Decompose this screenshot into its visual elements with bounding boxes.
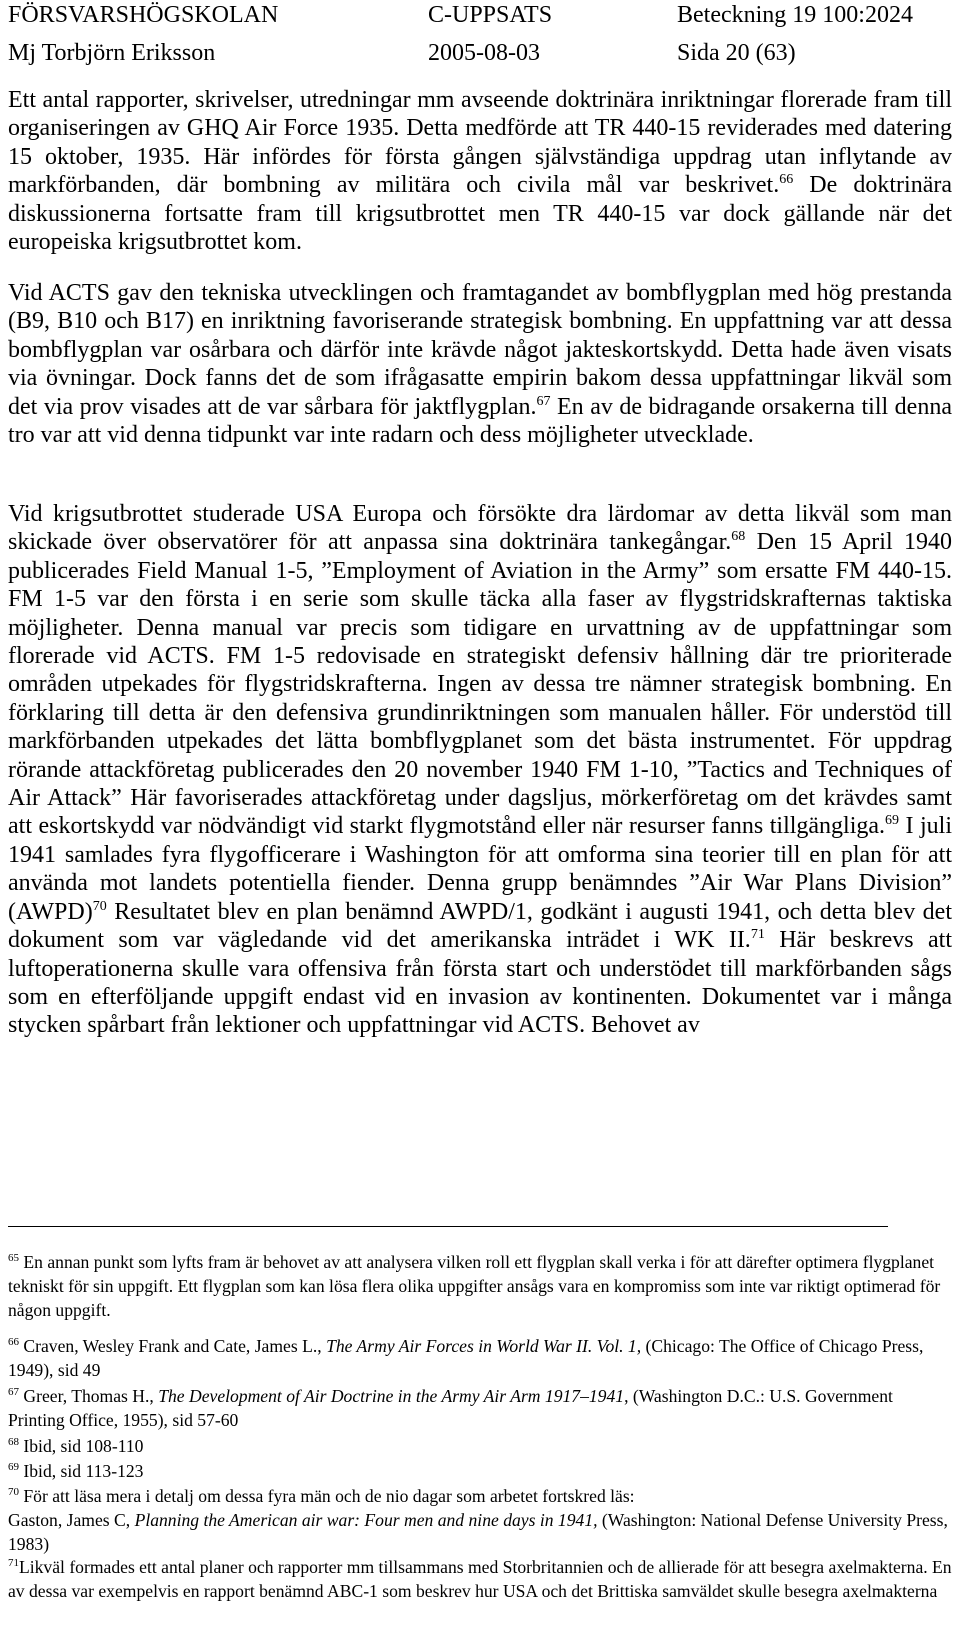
footnote-71: $^{71}$Likväl formades ett antal planer och rapporter mm tillsammans med Storbritannien och de allierade för att besegra axelmakterna. En av dessa var exempelvis en rapport benämnd ABC-1 som beskrev hur USA och det Brittiska samväldet skulle besegra axelmakterna [8, 1557, 952, 1602]
footnote-68: $^{68}$ Ibid, sid 108-110 [8, 1436, 144, 1456]
footnote-69: $^{69}$ Ibid, sid 113-123 [8, 1461, 144, 1481]
body-paragraph-1: Ett antal rapporter, skrivelser, utredningar mm avseende doktrinära inriktningar florerade fram till organiseringen av GHQ Air Force 1935. Detta medförde att TR 440-15 reviderades med datering 15 oktober, 1935. Här infördes för första gången självständiga uppdrag utan inflytande av markförbanden, där bombning av militära och civila mål var beskrivet.$^{66}$ De doktrinära diskussionerna fortsatte fram till krigsutbrottet men TR 440-15 var dock gällande när det europeiska krigsutbrottet kom. [8, 87, 953, 256]
footnote-ref-67[interactable]: 67 [536, 393, 551, 409]
body-paragraph-2: Vid ACTS gav den tekniska utvecklingen och framtagandet av bombflygplan med hög prestanda (B9, B10 och B17) en inriktning favoriserande strategisk bombning. En uppfattning var att dessa bombflygplan var osårbara och därför inte krävde något jakteskortskydd. Detta hade även visats via övningar. Dock fanns det de som ifrågasatte empirin bakom dessa uppfattningar likväl som det via prov visades att de var sårbara för jaktflygplan.$^{67}$ En av de bidragande orsakerna till denna tro var att vid denna tidpunkt var inte radarn och dess möjligheter utvecklade. [8, 280, 952, 449]
footnote-ref-69[interactable]: 69 [885, 813, 900, 829]
footnote-65: $^{65}$ En annan punkt som lyfts fram är behovet av att analysera vilken roll ett flygplan skall verka i för att därefter optimera flygplanet tekniskt för sin uppgift. Ett flygplan som kan lösa flera olika uppgifter ansågs vara en kompromiss som inte var riktigt optimerad för någon uppgift. [8, 1252, 941, 1321]
footnote-70: $^{70}$ För att läsa mera i detalj om dessa fyra män och de nio dagar som arbetet fortskred läs: Gaston, James C, Planning the American air war: Four men and nine days in 1941, (Washington: National Defense University Press, 1983) [8, 1486, 948, 1555]
footnote-ref-68[interactable]: 68 [731, 529, 746, 545]
footnote-66: $^{66}$ Craven, Wesley Frank and Cate, James L., The Army Air Forces in World War II. Vol. 1, (Chicago: The Office of Chicago Press, 1949), sid 49 [8, 1336, 924, 1381]
body-paragraph-3: Vid krigsutbrottet studerade USA Europa och försökte dra lärdomar av detta likväl som man skickade över observatörer för att anpassa sina doktrinära tankegångar.$^{68}$ Den 15 April 1940 publicerades Field Manual 1-5, ”Employment of Aviation in the Army” som ersatte FM 440-15. FM 1-5 var den första i en serie som skulle täcka alla faser av flygstridskrafternas taktiska möjligheter. Denna manual var precis som tidigare en urvattning av de uppfattningar som florerade vid ACTS. FM 1-5 redovisade en strategiskt defensiv hållning där tre prioriterade områden utpekades för flygstridskrafterna. Ingen av dessa tre nämner strategisk bombning. En förklaring till detta är den defensiva grundinriktningen som manualen håller. För understöd till markförbanden utpekades det lätta bombflygplanet som det bästa instrumentet. För uppdrag rörande attackföretag publicerades den 20 november 1940 FM 1-10, ”Tactics and Techniques of Air Attack” Här favoriserades attackföretag under dagsljus, mörkerföretag om det krävdes samt att eskortskydd var nödvändigt vid starkt flygmotstånd eller när resurser fanns tillgängliga.$^{69}$ I juli 1941 samlades fyra flygofficerare i Washington för att omforma sina teorier till en plan för att använda mot landets potentiella fiender. Denna grupp benämndes ”Air War Plans Division” (AWPD)$^{70}$ Resultatet blev en plan benämnd AWPD/1, godkänt i augusti 1941, och detta blev det dokument som var vägledande vid det amerikanska inträdet i WK II.$^{71}$ Här beskrevs att luftoperationerna skulle vara offensiva från första start och understödet till markförbanden sågs som en efterföljande uppgift endast vid en invasion av kontinenten. Dokumentet var i många stycken spårbart från lektioner och uppfattningar vid ACTS. Behovet av [8, 501, 952, 1039]
author-name: Mj Torbjörn Eriksson [8, 40, 216, 66]
document-type: C-UPPSATS [428, 2, 553, 28]
school-name: FÖRSVARSHÖGSKOLAN [8, 2, 279, 28]
document-designation: Beteckning 19 100:2024 [677, 2, 913, 28]
footnote-ref-71[interactable]: 71 [750, 927, 765, 943]
footnote-ref-70[interactable]: 70 [92, 898, 107, 914]
page-number: Sida 20 (63) [677, 40, 796, 66]
footnote-separator [8, 1226, 888, 1227]
document-date: 2005-08-03 [428, 40, 540, 66]
footnote-ref-66[interactable]: 66 [779, 172, 794, 188]
footnote-67: $^{67}$ Greer, Thomas H., The Development of Air Doctrine in the Army Air Arm 1917–1941, (Washington D.C.: U.S. Government Printing Office, 1955), sid 57-60 [8, 1386, 893, 1431]
